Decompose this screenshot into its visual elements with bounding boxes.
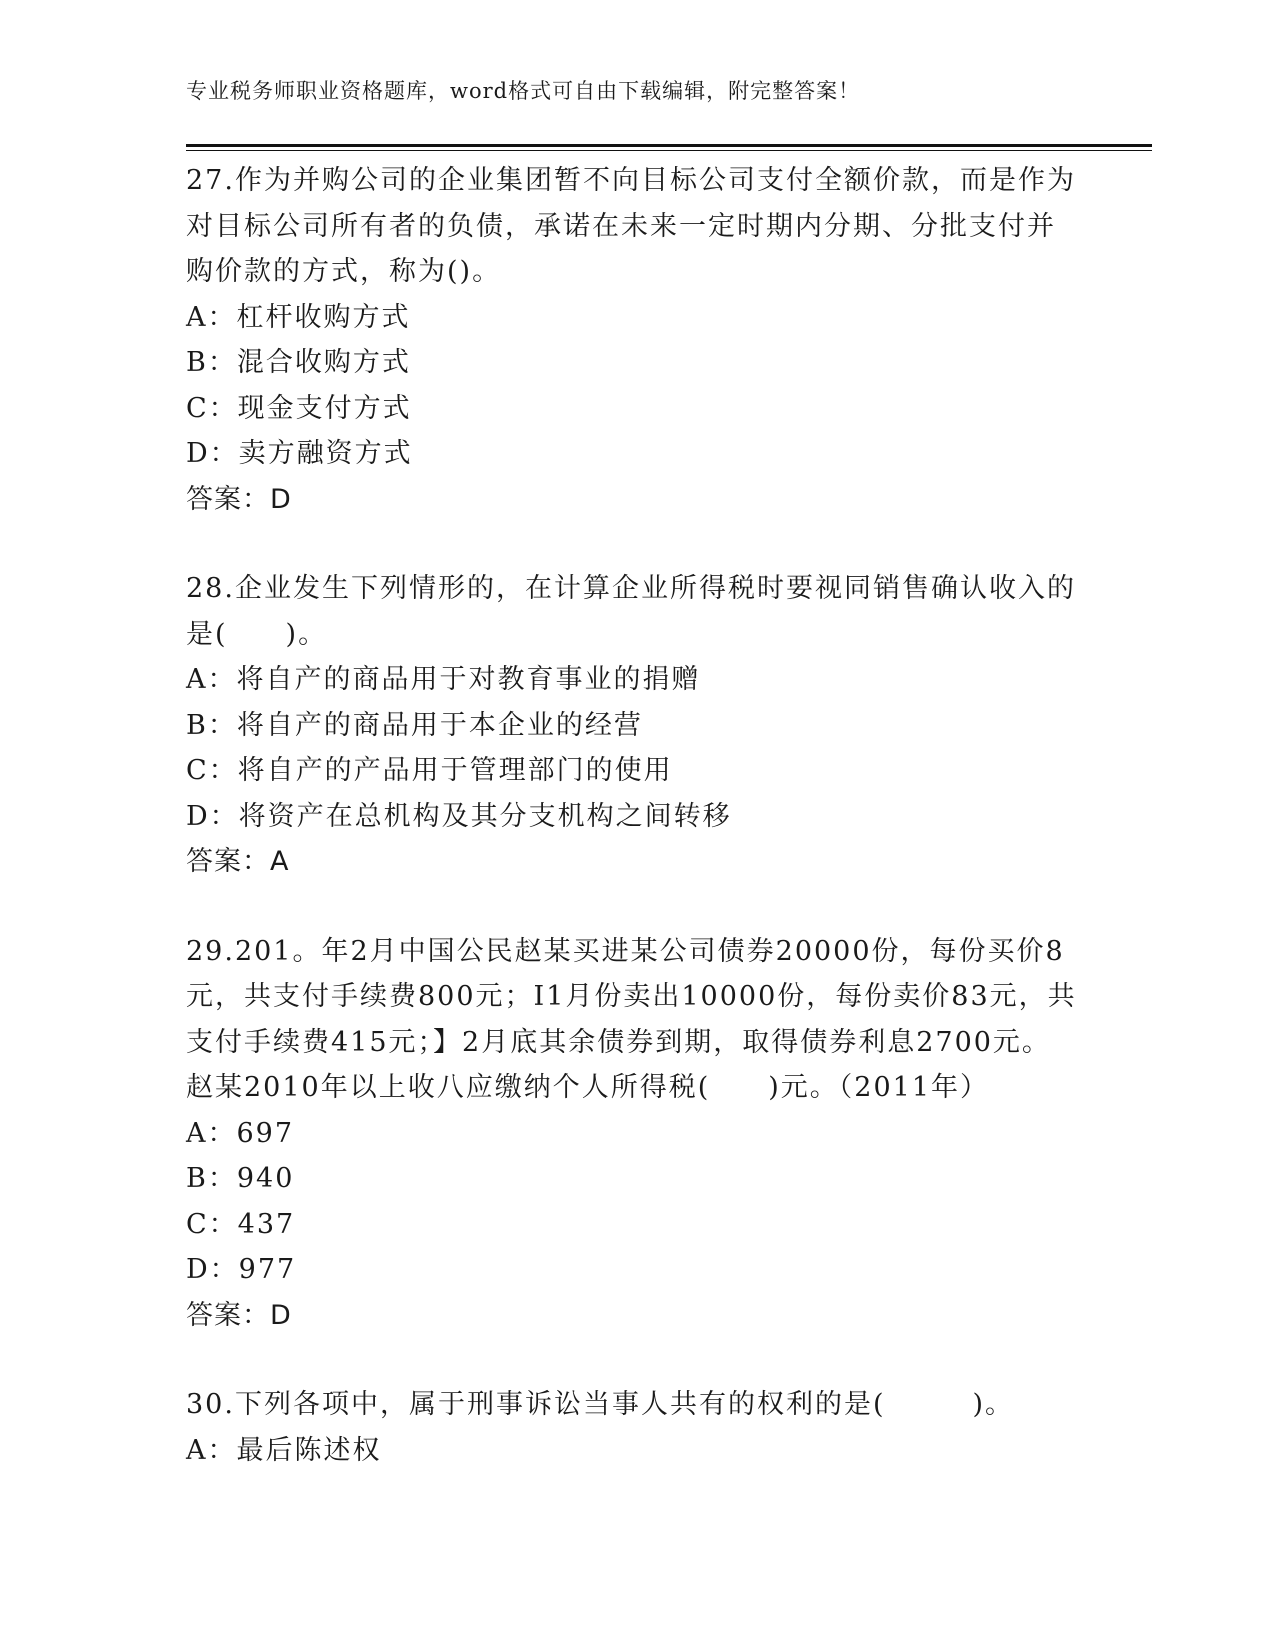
question-stem-line: 对目标公司所有者的负债，承诺在未来一定时期内分期、分批支付并: [186, 210, 1056, 242]
question-list: [186, 158, 1086, 1517]
question-stem-line: 28.企业发生下列情形的，在计算企业所得税时要视同销售确认收入的: [186, 573, 1076, 604]
answer-label: 答案：D: [186, 1299, 292, 1331]
question-stem-line: 元，共支付手续费800元；I1月份卖出10000份，每份卖价83元，共: [186, 981, 1077, 1012]
option-c: C：将自产的产品用于管理部门的使用: [186, 755, 673, 786]
option-d: D：977: [186, 1254, 297, 1285]
question-stem-line: 29.201。年2月中国公民赵某买进某公司债券20000份，每份买价8: [186, 935, 1065, 967]
option-d: D：卖方融资方式: [186, 438, 413, 469]
question-29: [186, 929, 1086, 1339]
page-header: 专业税务师职业资格题库，word格式可自由下载编辑，附完整答案！: [186, 79, 861, 103]
question-stem-line: 27.作为并购公司的企业集团暂不向目标公司支付全额价款，而是作为: [186, 165, 1076, 196]
question-30: [186, 1382, 1086, 1473]
answer-label: 答案：D: [186, 483, 292, 515]
header-rule-thin: [186, 150, 1152, 151]
option-a: A：将自产的商品用于对教育事业的捐赠: [186, 664, 701, 695]
option-d: D：将资产在总机构及其分支机构之间转移: [186, 800, 732, 832]
option-a: A：最后陈述权: [186, 1434, 382, 1466]
question-stem-line: 购价款的方式，称为()。: [186, 256, 502, 287]
header-rule-thick: [186, 144, 1152, 147]
question-27: [186, 158, 1086, 522]
option-a: A：杠杆收购方式: [186, 301, 411, 333]
option-c: C：现金支付方式: [186, 392, 412, 424]
question-stem-line: 支付手续费415元；】2月底其余债券到期，取得债券利息2700元。: [186, 1026, 1051, 1058]
question-stem-line: 30.下列各项中，属于刑事诉讼当事人共有的权利的是( )。: [186, 1389, 1015, 1420]
option-a: A：697: [186, 1117, 295, 1149]
question-28: [186, 566, 1086, 885]
question-stem-line: 是( )。: [186, 618, 328, 650]
question-stem-line: 赵某2010年以上收八应缴纳个人所得税( )元。（2011年）: [186, 1072, 989, 1103]
option-b: B：混合收购方式: [186, 347, 411, 378]
option-b: B：940: [186, 1163, 295, 1194]
answer-label: 答案：A: [186, 846, 290, 877]
option-c: C：437: [186, 1208, 296, 1240]
option-b: B：将自产的商品用于本企业的经营: [186, 709, 643, 741]
